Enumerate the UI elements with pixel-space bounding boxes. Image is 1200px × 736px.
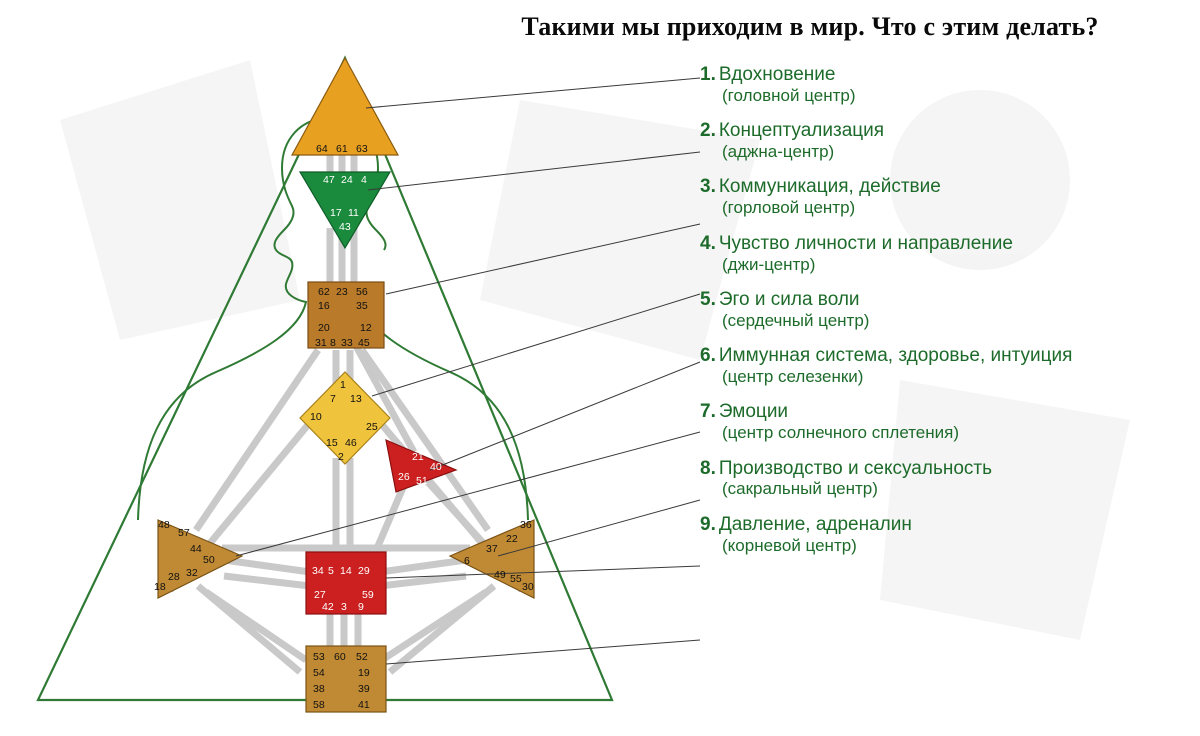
legend-item-7-label: Эмоции — [718, 401, 789, 423]
gate-60: 60 — [334, 651, 346, 663]
gate-21: 21 — [412, 451, 424, 463]
gate-53: 53 — [313, 651, 325, 663]
gate-37: 37 — [486, 543, 498, 555]
legend-item-9 — [700, 514, 1195, 556]
gate-41: 41 — [358, 699, 370, 711]
gate-45: 45 — [358, 337, 370, 349]
legend-item-3-number: 3. — [700, 176, 716, 198]
gate-54: 54 — [313, 667, 325, 679]
root-center — [306, 646, 386, 712]
legend-item-4 — [700, 233, 1195, 275]
legend-item-5-number: 5. — [700, 288, 716, 310]
gate-1: 1 — [340, 379, 346, 391]
legend-item-8-number: 8. — [700, 457, 716, 479]
legend-item-3-sub: (горловой центр) — [722, 198, 856, 218]
gate-18: 18 — [154, 581, 166, 593]
gate-51: 51 — [416, 475, 428, 487]
legend-item-6-main — [700, 345, 1195, 367]
legend-item-3 — [700, 176, 1195, 218]
legend-item-8-main — [700, 458, 1195, 480]
legend-item-2-label: Концептуализация — [718, 120, 885, 142]
legend-item-4-label: Чувство личности и направление — [718, 232, 1013, 254]
gate-28: 28 — [168, 571, 180, 583]
gate-25: 25 — [366, 421, 378, 433]
gate-36: 36 — [520, 519, 532, 531]
gate-15: 15 — [326, 437, 338, 449]
gate-49: 49 — [494, 569, 506, 581]
legend-item-7 — [700, 401, 1195, 443]
gate-61: 61 — [336, 143, 348, 155]
gate-26: 26 — [398, 471, 410, 483]
legend-item-6-number: 6. — [700, 345, 716, 367]
gate-17: 17 — [330, 207, 342, 219]
gate-7: 7 — [330, 393, 336, 405]
gate-63: 63 — [356, 143, 368, 155]
legend-item-2-sub: (аджна-центр) — [722, 142, 835, 162]
gate-39: 39 — [358, 683, 370, 695]
legend-item-1 — [700, 64, 1195, 106]
legend-item-5-sub: (сердечный центр) — [722, 310, 870, 330]
legend-item-9-label: Давление, адреналин — [718, 513, 912, 535]
legend-item-6-sub: (центр селезенки) — [722, 367, 864, 387]
gate-6: 6 — [464, 555, 470, 567]
gate-33: 33 — [341, 337, 353, 349]
gate-5: 5 — [328, 565, 334, 577]
gate-2: 2 — [338, 451, 344, 463]
gate-42: 42 — [322, 601, 334, 613]
gate-40: 40 — [430, 461, 442, 473]
gate-30: 30 — [522, 581, 534, 593]
page-title: Такими мы приходим в мир. Что с этим делать? — [521, 12, 1099, 41]
gate-57: 57 — [178, 527, 190, 539]
legend-item-7-main — [700, 401, 1195, 423]
legend-item-5-main — [700, 289, 1195, 311]
legend-item-5-label: Эго и сила воли — [718, 288, 860, 310]
gate-55: 55 — [510, 573, 522, 585]
gate-43: 43 — [339, 221, 351, 233]
gate-48: 48 — [158, 519, 170, 531]
heart-center — [386, 440, 456, 492]
gate-32: 32 — [186, 567, 198, 579]
gate-46: 46 — [345, 437, 357, 449]
legend-item-7-number: 7. — [700, 401, 716, 423]
ajna-center — [300, 172, 390, 248]
legend-item-2-main — [700, 120, 1195, 142]
legend-item-8-label: Производство и сексуальность — [718, 457, 993, 479]
legend-item-2 — [700, 120, 1195, 162]
legend-item-9-number: 9. — [700, 513, 716, 535]
gate-44: 44 — [190, 543, 202, 555]
legend-item-1-sub: (головной центр) — [722, 85, 856, 105]
gate-62: 62 — [318, 286, 330, 298]
legend-item-3-main — [700, 176, 1195, 198]
legend-item-4-main — [700, 233, 1195, 255]
legend-item-6-label: Иммунная система, здоровье, интуиция — [718, 345, 1073, 367]
gate-50: 50 — [203, 554, 215, 566]
gate-29: 29 — [358, 565, 370, 577]
legend-item-1-number: 1. — [700, 64, 716, 85]
gate-11: 11 — [348, 207, 359, 219]
gate-10: 10 — [310, 411, 322, 423]
gate-8: 8 — [330, 337, 336, 349]
legend-item-7-sub: (центр солнечного сплетения) — [722, 423, 960, 443]
gate-58: 58 — [313, 699, 325, 711]
legend-item-4-sub: (джи-центр) — [722, 254, 816, 274]
gate-22: 22 — [506, 533, 518, 545]
legend-item-8 — [700, 458, 1195, 500]
legend-item-4-number: 4. — [700, 232, 716, 254]
gate-47: 47 — [323, 174, 335, 186]
gate-23: 23 — [336, 286, 348, 298]
throat-center — [308, 282, 384, 348]
legend-item-8-sub: (сакральный центр) — [722, 479, 878, 499]
legend-item-6 — [700, 345, 1195, 387]
legend-list — [700, 58, 1195, 566]
sacral-center — [306, 552, 386, 614]
gate-14: 14 — [340, 565, 352, 577]
legend-item-9-main — [700, 514, 1195, 536]
legend-item-9-sub: (корневой центр) — [722, 535, 857, 555]
legend-item-5 — [700, 289, 1195, 331]
gate-31: 31 — [315, 337, 327, 349]
gate-16: 16 — [318, 300, 330, 312]
gate-56: 56 — [356, 286, 368, 298]
gate-35: 35 — [356, 300, 368, 312]
gate-19: 19 — [358, 667, 370, 679]
legend-item-1-main — [700, 64, 1195, 86]
gate-34: 34 — [312, 565, 324, 577]
legend-item-3-label: Коммуникация, действие — [718, 176, 941, 198]
gate-13: 13 — [350, 393, 362, 405]
gate-38: 38 — [313, 683, 325, 695]
gate-64: 64 — [316, 143, 328, 155]
gate-24: 24 — [341, 174, 353, 186]
gate-27: 27 — [314, 589, 326, 601]
gate-4: 4 — [361, 174, 367, 186]
gate-59: 59 — [362, 589, 374, 601]
gate-9: 9 — [358, 601, 364, 613]
legend-item-2-number: 2. — [700, 120, 716, 142]
gate-3: 3 — [341, 601, 347, 613]
gate-12: 12 — [360, 322, 372, 334]
gate-52: 52 — [356, 651, 368, 663]
legend-item-1-label: Вдохновение — [718, 64, 836, 85]
gate-20: 20 — [318, 322, 330, 334]
